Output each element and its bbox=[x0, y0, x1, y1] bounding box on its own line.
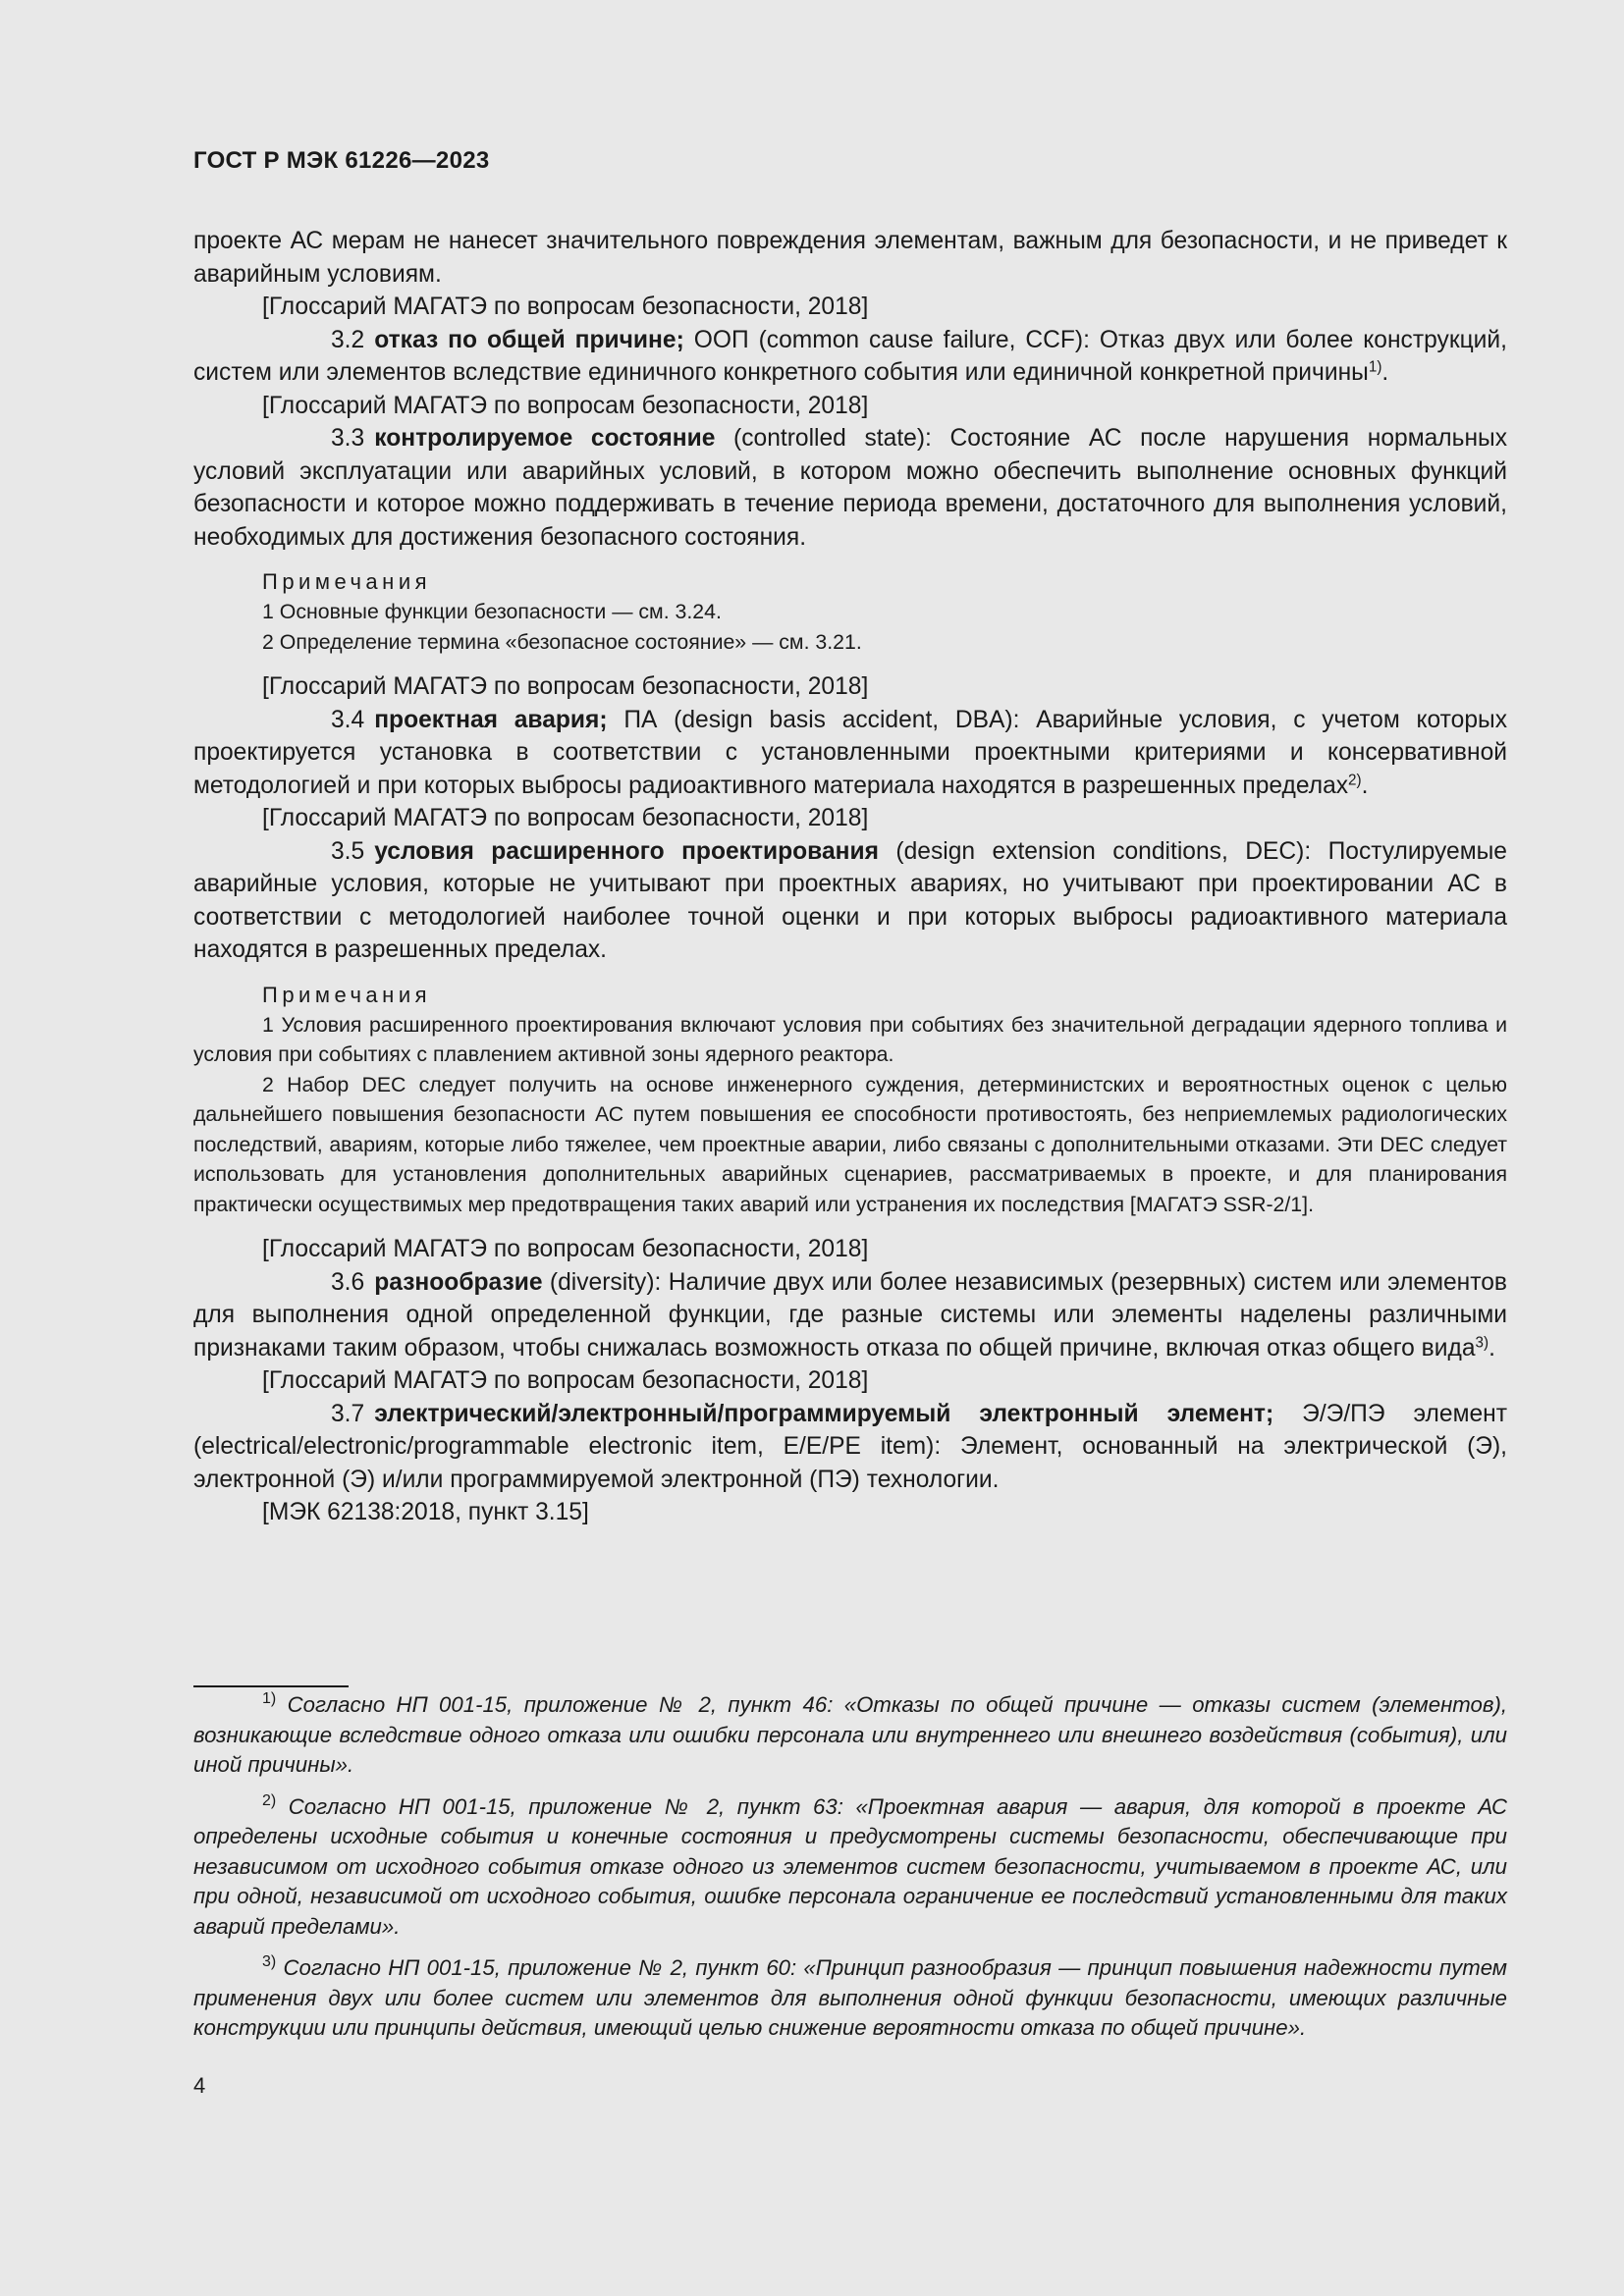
term-definition: (diversity): Наличие двух или более независимых (резервных) систем или элементов для выполнения одной определенной функции, где разные системы или элементы наделены различными признаками таким образом, чтобы снижалась возможность отказа по общей причине, включая отказ общего вида bbox=[193, 1268, 1507, 1362]
term-name: электрический/электронный/программируемый электронный элемент; bbox=[374, 1400, 1274, 1427]
intro-paragraph: проекте АС мерам не нанесет значительного повреждения элементам, важным для безопасности, и не приведет к аварийным условиям. bbox=[193, 228, 1507, 288]
footnotes-section bbox=[193, 1690, 1507, 2056]
term-number: 3.3 bbox=[331, 425, 365, 452]
term-entry-3-2 bbox=[193, 324, 1507, 390]
footnote bbox=[193, 1792, 1507, 1943]
source-reference: [Глоссарий МАГАТЭ по вопросам безопасности, 2018] bbox=[262, 392, 869, 419]
source-reference: [Глоссарий МАГАТЭ по вопросам безопасности, 2018] bbox=[262, 673, 869, 700]
term-entry-3-5 bbox=[193, 835, 1507, 967]
source-reference: [Глоссарий МАГАТЭ по вопросам безопасности, 2018] bbox=[262, 294, 869, 320]
note-item: 2 Набор DEC следует получить на основе инженерного суждения, детерминистских и вероятностных оценок с целью дальнейшего повышения безопасности АС путем повышения ее способности противостоять, без неприемлемых радиологических последствий, авариям, которые либо тяжелее, чем проектные аварии, либо связаны с дополнительными отказами. Эти DEC следует использовать для установления дополнительных аварийных сценариев, рассматриваемых в проекте, и для планирования практически осуществимых мер предотвращения таких аварий или устранения их последствия [МАГАТЭ SSR-2/1]. bbox=[193, 1072, 1507, 1216]
term-name: отказ по общей причине; bbox=[374, 326, 684, 353]
notes-heading: Примечания bbox=[262, 569, 432, 594]
term-number: 3.2 bbox=[331, 326, 365, 353]
term-definition: Э/Э/ПЭ элемент (electrical/electronic/programmable electronic item, E/E/PE item): Элемент, основанный на электрической (Э), электронной (Э) и/или программируемой электронной (ПЭ) технологии. bbox=[193, 1400, 1507, 1493]
term-name: разнообразие bbox=[374, 1268, 543, 1296]
footnote bbox=[193, 1953, 1507, 2044]
term-entry-3-3 bbox=[193, 422, 1507, 554]
term-entry-3-6 bbox=[193, 1266, 1507, 1365]
source-reference: [МЭК 62138:2018, пункт 3.15] bbox=[262, 1499, 589, 1525]
footnote-mark: 1) bbox=[262, 1690, 277, 1708]
term-number: 3.5 bbox=[331, 837, 365, 865]
document-body bbox=[193, 225, 1507, 1529]
term-number: 3.6 bbox=[331, 1268, 365, 1296]
note-item: 1 Условия расширенного проектирования включают условия при событиях без значительной деградации ядерного топлива и условия при событиях с плавлением активной зоны ядерного реактора. bbox=[193, 1012, 1507, 1066]
term-end: . bbox=[1381, 359, 1389, 386]
footnote-reference[interactable]: 3) bbox=[1475, 1334, 1489, 1352]
footnote-mark: 2) bbox=[262, 1791, 277, 1809]
page-header-standard-number: ГОСТ Р МЭК 61226—2023 bbox=[193, 147, 490, 174]
term-entry-3-4 bbox=[193, 704, 1507, 803]
page-number: 4 bbox=[193, 2073, 206, 2098]
footnote-text: Согласно НП 001-15, приложение № 2, пункт 46: «Отказы по общей причине — отказы систем (элементов), возникающие вследствие одного отказа или ошибки персонала или внутреннего или внешнего воздействия (события), или иной причины». bbox=[193, 1692, 1507, 1777]
footnote-separator bbox=[193, 1685, 349, 1687]
source-reference: [Глоссарий МАГАТЭ по вопросам безопасности, 2018] bbox=[262, 1236, 869, 1262]
footnote-text: Согласно НП 001-15, приложение № 2, пункт 63: «Проектная авария — авария, для которой в проекте АС определены исходные события и конечные состояния и предусмотрены системы безопасности, обеспечивающие при независимом от исходного события отказе одного из элементов систем безопасности, учитываемом в проекте АС, или при одной, независимой от исходного события, ошибке персонала ограничение ее последствий установленными для таких аварий пределами». bbox=[193, 1793, 1507, 1939]
footnote-mark: 3) bbox=[262, 1953, 277, 1971]
term-definition: (controlled state): Состояние АС после нарушения нормальных условий эксплуатации или аварийных условий, в котором можно обеспечить выполнение основных функций безопасности и которое можно поддерживать в течение периода времени, достаточного для выполнения условий, необходимых для достижения безопасного состояния. bbox=[193, 425, 1507, 551]
term-end: . bbox=[1361, 772, 1369, 799]
note-item: 2 Определение термина «безопасное состояние» — см. 3.21. bbox=[262, 629, 862, 654]
source-reference: [Глоссарий МАГАТЭ по вопросам безопасности, 2018] bbox=[262, 805, 869, 831]
term-definition: ПА (design basis accident, DBA): Аварийные условия, с учетом которых проектируется установка в соответствии с установленными проектными критериями и консервативной методологией и при которых выбросы радиоактивного материала находятся в разрешенных пределах bbox=[193, 706, 1507, 799]
term-number: 3.7 bbox=[331, 1400, 365, 1427]
term-name: контролируемое состояние bbox=[374, 425, 716, 452]
footnote bbox=[193, 1690, 1507, 1781]
notes-heading: Примечания bbox=[262, 982, 432, 1007]
note-item: 1 Основные функции безопасности — см. 3.24. bbox=[262, 600, 722, 623]
footnote-text: Согласно НП 001-15, приложение № 2, пункт 60: «Принцип разнообразия — принцип повышения надежности путем применения двух или более систем или элементов для выполнения одной функции безопасности, имеющих различные конструкции или принципы действия, имеющий целью снижение вероятности отказа по общей причине». bbox=[193, 1955, 1507, 2040]
term-name: проектная авария; bbox=[374, 706, 608, 733]
source-reference: [Глоссарий МАГАТЭ по вопросам безопасности, 2018] bbox=[262, 1367, 869, 1394]
term-entry-3-7 bbox=[193, 1398, 1507, 1497]
footnote-reference[interactable]: 1) bbox=[1368, 358, 1382, 376]
term-definition: ООП (common cause failure, CCF): Отказ двух или более конструкций, систем или элементов вследствие единичного конкретного события или единичной конкретной причины bbox=[193, 326, 1507, 386]
term-definition: (design extension conditions, DEC): Постулируемые аварийные условия, которые не учитывают при проектных авариях, но учитывают при проектировании АС в соответствии с методологией наиболее точной оценки и при которых выбросы радиоактивного материала находятся в разрешенных пределах. bbox=[193, 837, 1507, 963]
term-name: условия расширенного проектирования bbox=[374, 837, 879, 865]
term-number: 3.4 bbox=[331, 706, 365, 733]
footnote-reference[interactable]: 2) bbox=[1348, 772, 1362, 789]
term-end: . bbox=[1489, 1334, 1495, 1362]
